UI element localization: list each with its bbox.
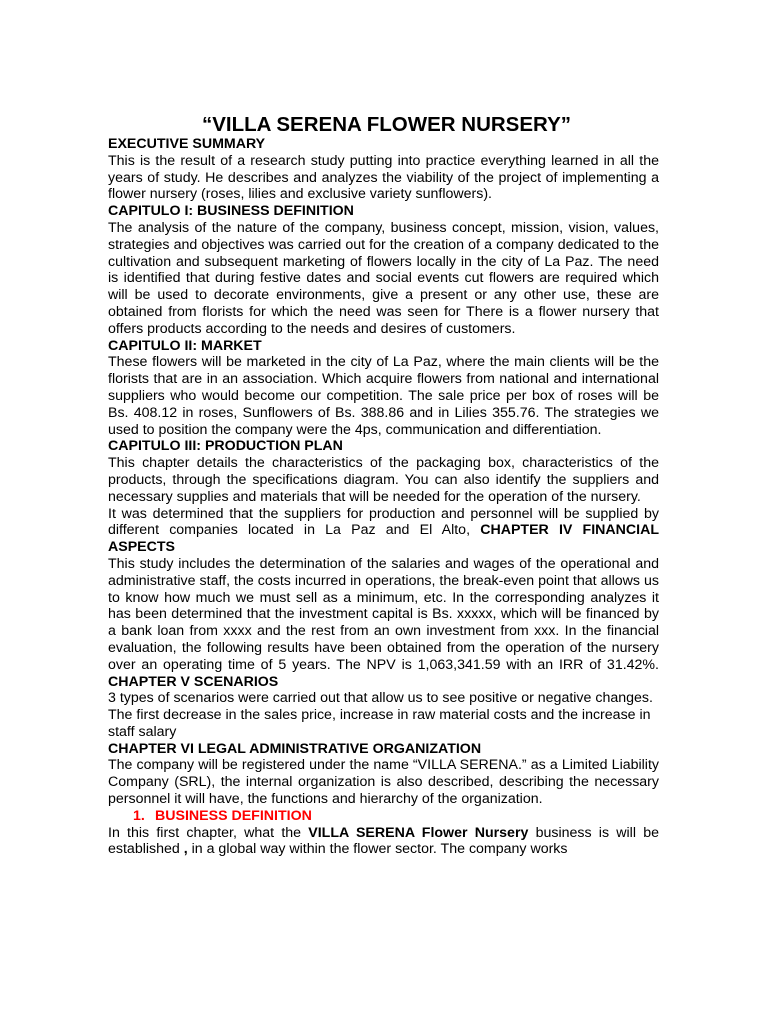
section-1-number: 1.	[133, 807, 145, 824]
chapter-5-text: 3 types of scenarios were carried out that allow us to see positive or negative changes. The first decrease in the sales price, increase in raw material costs and the increase in staff salary	[108, 690, 653, 740]
chapter-1-text: The analysis of the nature of the company, business concept, mission, vision, values, strategies and objectives was carried out for the creation of a company dedicated to the cultivation and subsequent marketing of flowers locally in the city of La Paz. The need is identified that during festive dates and social events cut flowers are required which will be used to decorate environments, give a present or any other use, these are obtained from florists for which the need was seen for There is a flower nursery that offers products according to the needs and desires of customers.	[108, 219, 659, 337]
chapter-3-text-continued	[108, 506, 659, 556]
section-1-text-c: in a global way within the flower sector. The company works	[187, 841, 568, 858]
chapter-5-heading: CHAPTER V SCENARIOS	[108, 673, 279, 690]
section-1-comma: ,	[183, 841, 188, 858]
executive-summary-text: This is the result of a research study putting into practice everything learned in all the years of study. He describes and analyzes the viability of the project of implementing a flower nursery (roses, lilies and exclusive variety sunflowers).	[108, 152, 659, 203]
document-page	[108, 113, 659, 858]
chapter-1-heading: CAPITULO I: BUSINESS DEFINITION	[108, 203, 354, 220]
document-title: “VILLA SERENA FLOWER NURSERY”	[201, 113, 571, 136]
chapter-2-heading: CAPITULO II: MARKET	[108, 337, 262, 354]
chapter-6-text: The company will be registered under the name “VILLA SERENA.” as a Limited Liability Company (SRL), the internal organization is also described, describing the necessary personnel it will have, the functions and hierarchy of the organization.	[108, 757, 659, 808]
section-1-text-a: In this first chapter, what the	[108, 824, 309, 841]
chapter-3-suppliers-text: It was determined that the suppliers for production and personnel will be supplied by different companies located in La Paz and El Alto,	[108, 505, 659, 539]
section-1-company-name: VILLA SERENA Flower Nursery	[308, 824, 529, 841]
section-1-text-b: business is will be established	[108, 824, 659, 858]
section-1-text	[108, 825, 659, 859]
chapter-4-text-block	[108, 556, 659, 690]
chapter-4-text: This study includes the determination of the salaries and wages of the operational and administrative staff, the costs incurred in operations, the break-even point that allows us to know how much we must sell as a minimum, etc. In the corresponding analyzes it has been determined that the investment capital is Bs. xxxxx, which will be financed by a bank loan from xxxx and the rest from an own investment from xxx. In the financial evaluation, the following results have been obtained from the operation of the nursery over an operating time of 5 years. The NPV is 1,063,341.59 with an IRR of 31.42%.	[108, 555, 659, 673]
section-1-title: BUSINESS DEFINITION	[155, 807, 312, 824]
chapter-3-heading: CAPITULO III: PRODUCTION PLAN	[108, 438, 343, 455]
executive-summary-heading: EXECUTIVE SUMMARY	[108, 136, 266, 152]
chapter-4-heading: CHAPTER IV FINANCIAL ASPECTS	[108, 522, 659, 556]
chapter-3-text: This chapter details the characteristics of the packaging box, characteristics of the products, through the specifications diagram. You can also identify the suppliers and necessary supplies and materials that will be needed for the operation of the nursery.	[108, 455, 659, 505]
chapter-6-heading: CHAPTER VI LEGAL ADMINISTRATIVE ORGANIZATION	[108, 740, 482, 757]
chapter-2-text: These flowers will be marketed in the city of La Paz, where the main clients will be the florists that are in an association. Which acquire flowers from national and international suppliers who would become our competition. The sale price per box of roses will be Bs. 408.12 in roses, Sunflowers of Bs. 388.86 and in Lilies 355.76. The strategies we used to position the company were the 4ps, communication and differentiation.	[108, 354, 659, 438]
section-1-heading	[108, 808, 659, 825]
